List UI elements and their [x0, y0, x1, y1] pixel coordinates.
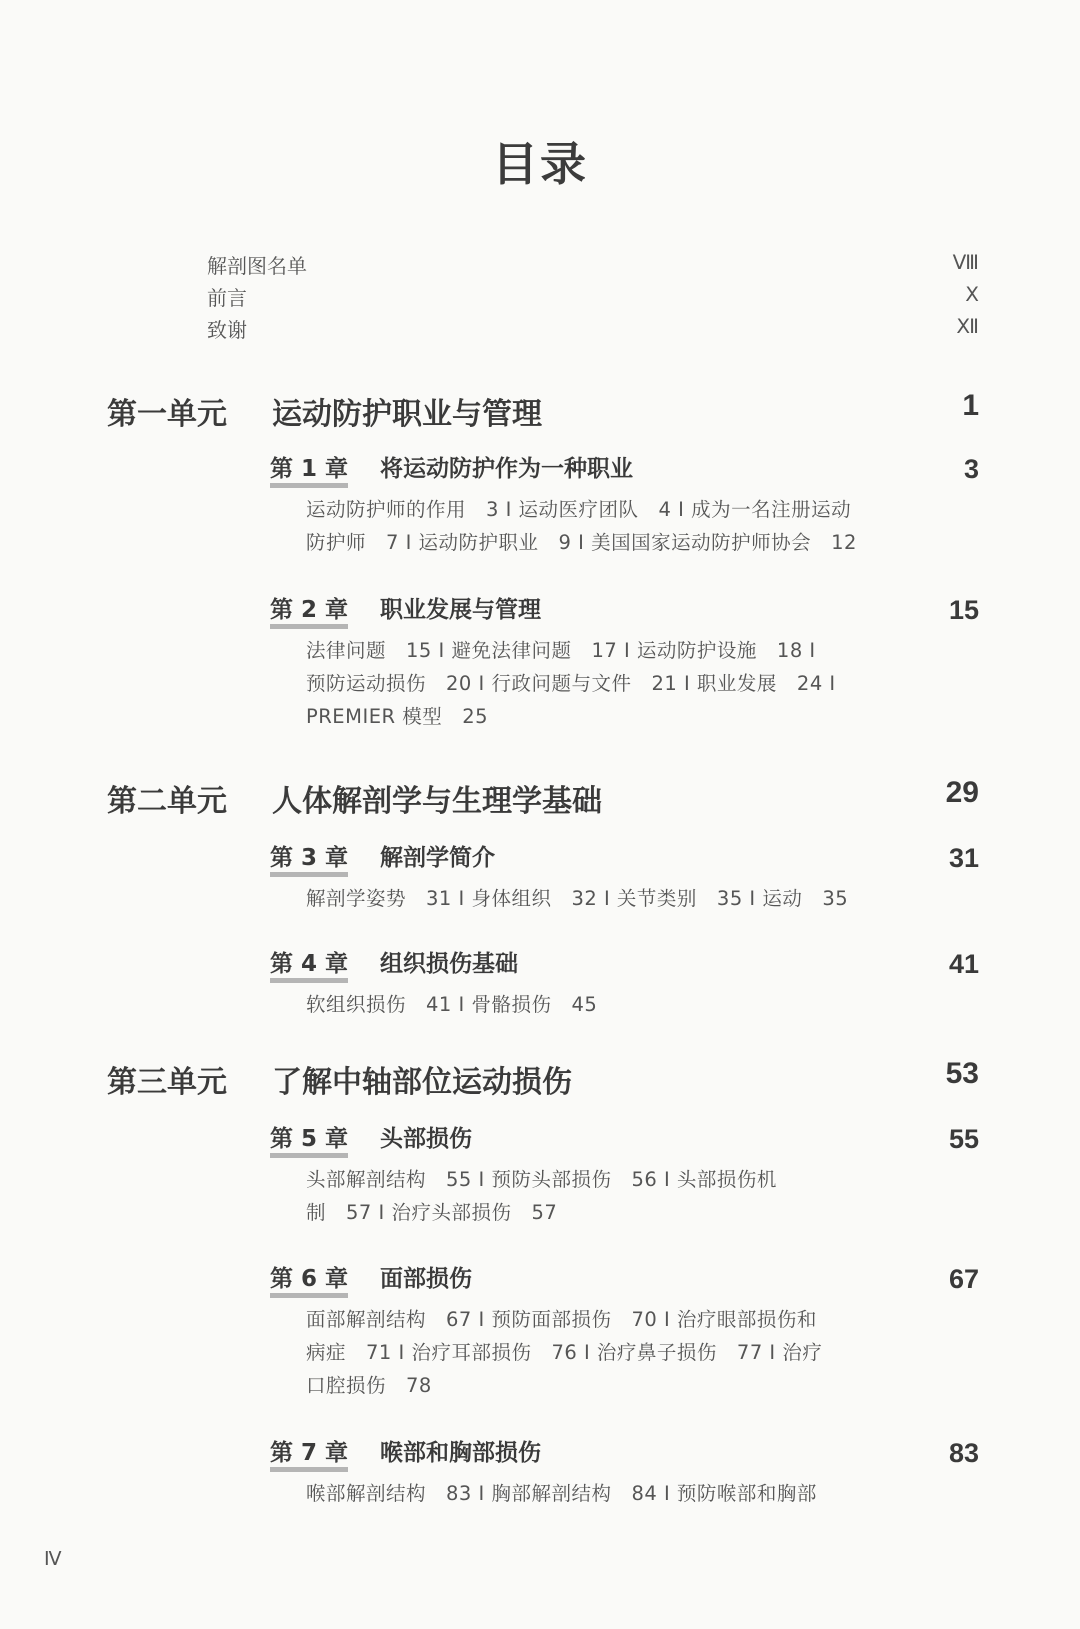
- chapter-page: 67: [948, 1264, 979, 1294]
- chapter-number: 第 5 章: [270, 1125, 348, 1158]
- front-matter-entry[interactable]: [207, 250, 979, 279]
- chapter-page: 3: [963, 454, 979, 484]
- chapter-title: 职业发展与管理: [380, 597, 541, 623]
- entry-page: Ⅹ: [965, 284, 979, 306]
- page-number: Ⅳ: [44, 1549, 62, 1570]
- unit-name: 第二单元: [107, 784, 227, 819]
- chapter-number: 第 4 章: [270, 950, 348, 983]
- topic-line: 法律问题 15 Ⅰ 避免法律问题 17 Ⅰ 运动防护设施 18 Ⅰ: [306, 639, 816, 662]
- topic-line: 面部解剖结构 67 Ⅰ 预防面部损伤 70 Ⅰ 治疗眼部损伤和: [306, 1308, 817, 1331]
- entry-page: Ⅷ: [952, 252, 979, 274]
- topic-line: 头部解剖结构 55 Ⅰ 预防头部损伤 56 Ⅰ 头部损伤机: [306, 1168, 777, 1191]
- unit-page: 29: [945, 776, 979, 809]
- entry-label: 前言: [207, 286, 247, 310]
- unit-title: 运动防护职业与管理: [272, 397, 542, 432]
- chapter-page: 41: [948, 949, 979, 979]
- unit-page: 1: [962, 389, 979, 422]
- topic-line: 制 57 Ⅰ 治疗头部损伤 57: [306, 1201, 558, 1224]
- page-title: 目录: [492, 137, 588, 191]
- entry-page: Ⅻ: [956, 316, 979, 338]
- unit-name: 第一单元: [107, 397, 227, 432]
- chapter-number: 第 3 章: [270, 844, 348, 877]
- chapter-title: 将运动防护作为一种职业: [380, 456, 633, 482]
- topic-line: 口腔损伤 78: [306, 1374, 432, 1397]
- unit-title: 人体解剖学与生理学基础: [272, 784, 602, 819]
- unit-name: 第三单元: [107, 1065, 227, 1100]
- front-matter-entry[interactable]: [207, 314, 979, 343]
- entry-label: 解剖图名单: [207, 254, 307, 278]
- chapter-page: 31: [948, 843, 979, 873]
- chapter-title: 喉部和胸部损伤: [380, 1440, 541, 1466]
- chapter-page: 55: [948, 1124, 979, 1154]
- entry-label: 致谢: [207, 318, 247, 342]
- chapter-number: 第 7 章: [270, 1439, 348, 1472]
- topic-line: 防护师 7 Ⅰ 运动防护职业 9 Ⅰ 美国国家运动防护师协会 12: [306, 531, 857, 554]
- front-matter-entry[interactable]: [207, 282, 979, 311]
- chapter-number: 第 6 章: [270, 1265, 348, 1298]
- chapter-title: 组织损伤基础: [380, 951, 518, 977]
- topic-line: 喉部解剖结构 83 Ⅰ 胸部解剖结构 84 Ⅰ 预防喉部和胸部: [306, 1482, 817, 1505]
- topic-line: 软组织损伤 41 Ⅰ 骨骼损伤 45: [306, 993, 598, 1016]
- chapter-number: 第 1 章: [270, 455, 348, 488]
- topic-line: 病症 71 Ⅰ 治疗耳部损伤 76 Ⅰ 治疗鼻子损伤 77 Ⅰ 治疗: [306, 1341, 823, 1364]
- chapter-number: 第 2 章: [270, 596, 348, 629]
- chapter-title: 解剖学简介: [380, 845, 495, 871]
- unit-title: 了解中轴部位运动损伤: [272, 1065, 572, 1100]
- topic-line: 预防运动损伤 20 Ⅰ 行政问题与文件 21 Ⅰ 职业发展 24 Ⅰ: [306, 672, 836, 695]
- chapter-title: 头部损伤: [380, 1126, 472, 1152]
- chapter-page: 15: [948, 595, 979, 625]
- topic-line: 解剖学姿势 31 Ⅰ 身体组织 32 Ⅰ 关节类别 35 Ⅰ 运动 35: [306, 887, 849, 910]
- chapter-page: 83: [948, 1438, 979, 1468]
- unit-page: 53: [945, 1057, 979, 1090]
- topic-line: 运动防护师的作用 3 Ⅰ 运动医疗团队 4 Ⅰ 成为一名注册运动: [306, 498, 852, 521]
- chapter-title: 面部损伤: [380, 1266, 472, 1292]
- topic-line: PREMIER 模型 25: [306, 705, 489, 728]
